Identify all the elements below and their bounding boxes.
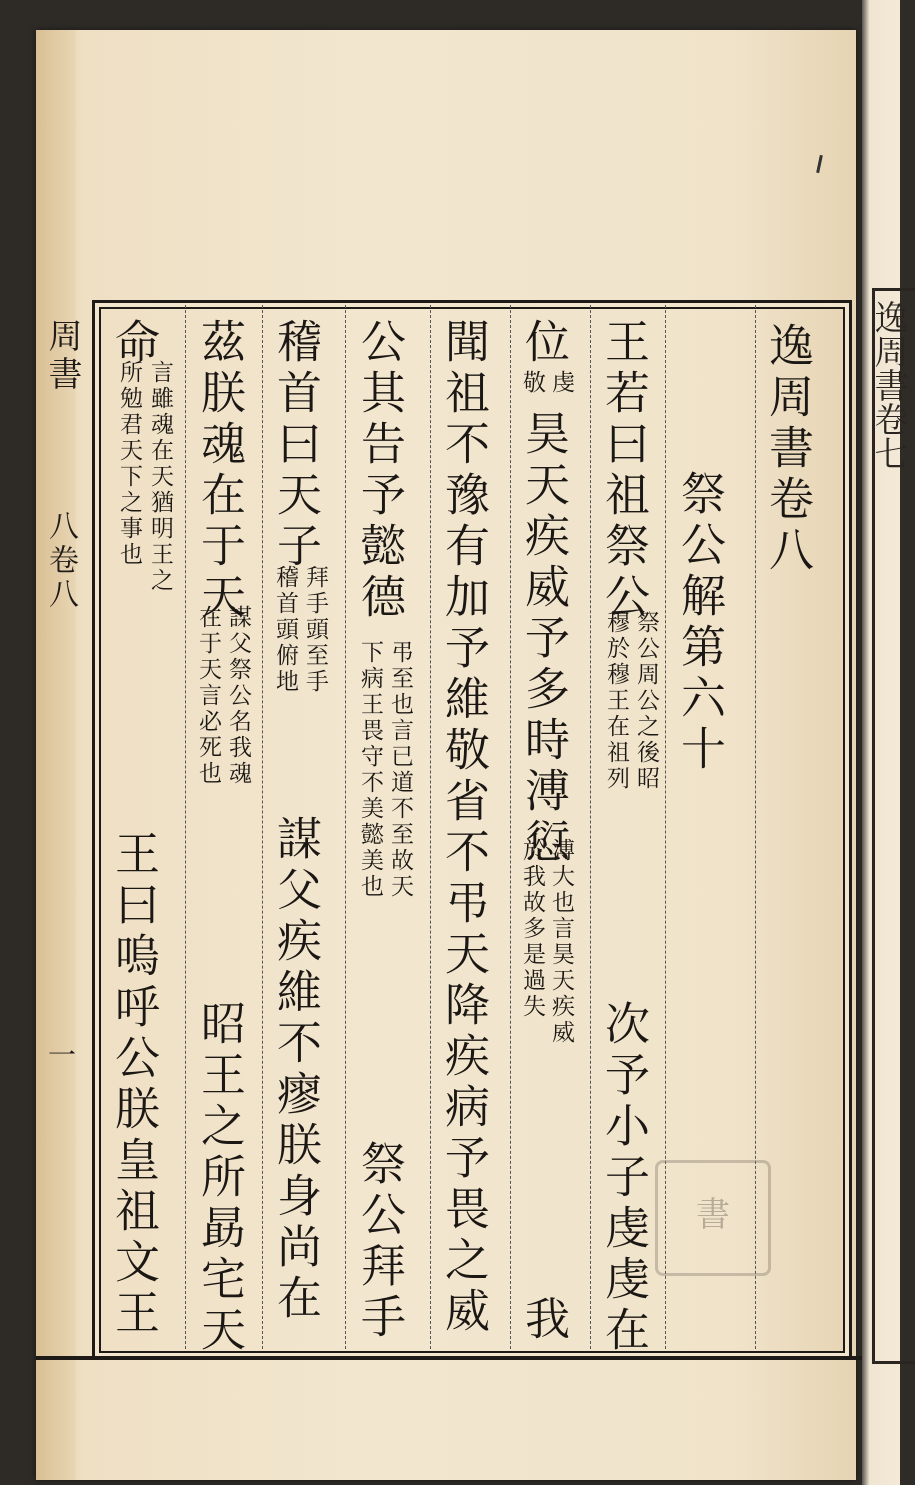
column-rule — [430, 305, 431, 1349]
margin-volume: 八卷八 — [43, 510, 78, 612]
column-rule — [262, 305, 263, 1349]
column-rule — [185, 305, 186, 1349]
collector-seal: 書 — [655, 1160, 771, 1276]
text-column: 王若曰祖祭公 — [597, 318, 650, 624]
bottom-rule — [36, 1356, 862, 1360]
column-rule — [510, 305, 511, 1349]
commentary-column: 言雖魂在天猶明王之 — [147, 360, 173, 594]
commentary-column: 敬 — [519, 370, 545, 396]
margin-page-number: 一 — [44, 1040, 77, 1068]
text-column: 聞祖不豫有加予維敬省不弔天降疾病予畏之威 — [437, 318, 490, 1338]
column-rule — [345, 305, 346, 1349]
text-column: 公其告予懿德 — [353, 318, 406, 624]
text-column: 位 — [517, 318, 570, 369]
text-column: 王曰嗚呼公朕皇祖文王 — [107, 830, 160, 1340]
commentary-column: 稽首頭俯地 — [272, 565, 298, 695]
text-column: 昭王之所勗宅天 — [193, 1000, 246, 1357]
commentary-column: 在于天言必死也 — [195, 605, 221, 787]
page-edge — [36, 30, 76, 1480]
text-column: 茲朕魂在于天 — [193, 318, 246, 624]
volume-title: 逸周書卷八 — [761, 322, 814, 577]
commentary-column: 穆於穆王在祖列 — [603, 610, 629, 792]
text-column: 我 — [517, 1295, 570, 1346]
chapter-title: 祭公解第六十 — [673, 470, 726, 776]
text-column: 命 — [107, 318, 160, 369]
text-column: 稽首曰天子 — [269, 318, 322, 573]
text-column: 祭公拜手 — [353, 1140, 406, 1344]
commentary-column: 拜手頭至手 — [302, 565, 328, 695]
commentary-column: 所勉君天下之事也 — [116, 360, 142, 568]
commentary-column: 溥大也言昊天疾威 — [548, 838, 574, 1046]
commentary-column: 謀父祭公名我魂 — [225, 605, 251, 787]
adjacent-page-title: 逸周書卷七 — [868, 300, 908, 470]
column-rule — [590, 305, 591, 1349]
commentary-column: 虔 — [548, 370, 574, 396]
commentary-column: 弔至也言已道不至故天 — [387, 640, 413, 900]
commentary-column: 於我故多是過失 — [519, 838, 545, 1020]
margin-title: 周書 — [42, 318, 82, 394]
text-column: 昊天疾威予多時溥愆 — [517, 410, 570, 869]
text-column: 次予小子虔虔在 — [597, 1000, 650, 1357]
text-column: 謀父疾維不瘳朕身尚在 — [269, 815, 322, 1325]
commentary-column: 祭公周公之後昭 — [633, 610, 659, 792]
commentary-column: 下病王畏守不美懿美也 — [357, 640, 383, 900]
